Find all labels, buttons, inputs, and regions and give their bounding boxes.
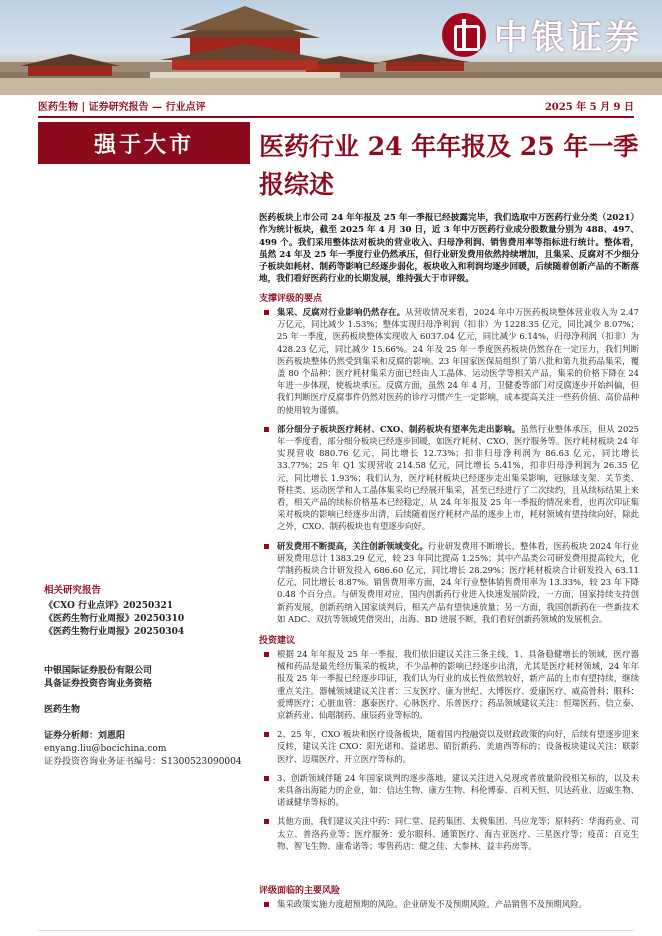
company-qualification: 具备证券投资咨询业务资格 [44,679,153,689]
key-point-item-text: 虽然行业整体承压，但从 2025 年一季度看，部分细分板块已经逐步回暖，如医疗耗材、CXO、医疗服务等。医疗耗材板块 24 年实现营收 880.76 亿元，同比增长 12.73%；扣非归母净利润为 86.63 亿元，同比增长 33.77%；25 年 Q1 实现营收 214.58 亿元，同比增长 5.41%，扣非归母净利润为 26.35 亿元，同比增长 1.93%；我们认为，医疗耗材板块已经逐步走出集采影响，冠脉球支架、关节类、脊柱类、运动医学和人工晶体集采均已经展开集采，甚至已经进行了二次续约，且从续标结果上来看，相关产品的续标价格基本已经稳定，从 24 年年报及 25 年一季报的情况来看，也再次印证集采对板块的影响已经逐步出清，后续随着医疗耗材产品的逐步上市，耗材领域有望持续向好，除此之外，CXO、制药板块也有望逐步向好。 [277,423,639,532]
related-report-link[interactable]: 《医药生物行业周报》20250310 [44,614,185,624]
summary-paragraph: 医药板块上市公司 24 年年报及 25 年一季报已经披露完毕，我们选取中万医药行业分类（2021）作为统计板块，截至 2025 年 4 月 30 日，近 3 年中万医药行业成分股数量分别为 488、497、499 个。我们采用整体法对板块的营业收入、归母净利润、销售费用率等指标进行统计。整体看，虽然 24 年及 25 年一季度行业仍然承压，但行业研发费用依然持续增加，且集采、反腐对不少细分子板块如耗材、制药等影响已经逐步弱化，板块收入和利润均逐步回暖，后续随着创新产品的不断落地，我们看好医药行业的长期发展，维持强大于市评级。 [259,213,639,285]
brand-logo [442,10,642,59]
report-category: 医药生物 | 证券研究报告 — 行业点评 [38,101,206,113]
investment-item [259,772,639,809]
risk-list [259,898,639,917]
header-divider [38,116,634,118]
rating-label: 强于大市 [93,131,194,158]
industry-label: 医药生物 [44,705,81,715]
investment-item-text: 2、25 年，CXO 板块和医疗设备板块，随着国内投融资以及财政政策的向好，后续有望逐步迎来反转，建议关注 CXO：阳光诺和、益诺思、昭衍新药、美迪西等标的；设备板块建议关注：联影医疗、迈瑞医疗、开立医疗等标的。 [277,729,639,764]
footer-divider [38,930,634,931]
investment-item-text: 3、创新领域伴随 24 年国家谈判的逐步落地，建议关注进入兑现或者放量阶段相关标的，以及未来具备出海能力的企业，如：信达生物、康方生物、科伦博泰、百利天恒、贝达药业、迈威生物、诺诚健华等标的。 [277,772,639,808]
company-name: 中银国际证券股份有限公司 [44,666,153,676]
key-point-item-lead: 研发费用不断提高，关注创新领域变化。 [277,540,428,551]
key-point-item [259,306,639,416]
section-risk: 评级面临的主要风险 [259,886,341,896]
section-key-points: 支撑评级的要点 [259,294,323,304]
related-reports-title: 相关研究报告 [44,585,102,596]
investment-item-text: 根据 24 年年报及 25 年一季报，我们依旧建议关注三条主线，1、具备稳健增长的领域，医疗器械和药品是最先经历集采的板块，不少品种的影响已经逐步出清，尤其是医疗耗材领域，24 年年报及 25 年一季报已经逐步印证，我们认为行业的成长性依然较好，新产品的上市有望持续，继续重点关注。器械领域建议关注者：三友医疗、康为世纪、大博医疗、爱康医疗、威高骨科；眼科：爱博医疗；心脏血管：惠泰医疗、心脉医疗、乐普医疗；药品领域建议关注：恒瑞医药、信立泰、京新药业、仙琚制药、康辰药业等标的。 [277,649,639,721]
section-investment: 投资建议 [259,636,296,646]
related-report-link[interactable]: 《医药生物行业周报》20250304 [44,627,185,637]
key-point-item-text: 从营收情况来看，2024 年中万医药板块整体营业收入为 2.47 万亿元，同比减少 1.53%；整体实现归母净利润（扣非）为 1228.35 亿元，同比减少 8.07%；25 年一季度，医药板块整体实现收入 6037.04 亿元，同比减少 6.14%，归母净利润（扣非）为 428.23 亿元，同比减少 15.66%。24 年及 25 年一季度医药板块仍然存在一定压力，我们判断医药板块整体仍然受到集采和反腐的影响。23 年国家医保局组织了第八批和第九批药品集采，覆盖 80 个品种；医疗耗材集采方面已经由人工晶体、运动医学等相关产品，集采的价格下降在 24 年进一步体现，使板块承压。反腐方面，虽然 24 年 4 月，卫健委等部门对反腐逐步开始纠偏，但我们判断医疗反腐事件仍然对医药的诊疗习惯产生一定影响，成本提高关注一些药价值、高价品种的使用较为谨慎。 [277,307,640,415]
boc-logo-icon [442,13,486,57]
key-point-item-lead: 部分细分子板块医疗耗材、CXO、制药板块有望率先走出影响。 [277,423,521,434]
report-header [38,95,662,115]
analyst-email[interactable]: enyang.liu@bocichina.com [44,744,167,754]
analyst-license: 证券投资咨询业务证书编号：S1300523090004 [44,757,242,767]
sidebar [44,584,249,769]
key-point-item [259,423,639,533]
page-title: 医药行业 24 年年报及 25 年一季报综述 [259,132,639,199]
related-report-link[interactable]: 《CXO 行业点评》20250321 [44,601,174,611]
key-point-item-lead: 集采、反腐对行业影响仍然存在。 [277,307,406,317]
analyst-name: 证券分析师：刘恩阳 [44,731,126,741]
investment-list [259,648,639,859]
report-date: 2025 年 5 月 9 日 [544,101,634,113]
investment-item [259,648,639,721]
key-point-item [259,540,639,625]
risk-item-text: 集采政策实施力度超预期的风险。企业研发不及预期风险。产品销售不及预期风险。 [277,899,587,909]
investment-item [259,728,639,765]
header-banner [0,0,662,95]
rating-badge [38,122,250,164]
risk-item [259,898,639,910]
key-point-item-text: 行业研发费用不断增长，整体看，医药板块 2024 年行业研发费用总计 1383.29 亿元，较 23 年同比提高 1.25%；其中产品类公司研发费用提高较大，化学制药板块合计研发投入 686.60 亿元，同比增长 28.29%；医疗耗材板块合计研发投入 63.11 亿元，同比增长 8.87%。销售费用率方面，24 年行业整体销售费用率为 13.33%，较 23 年下降 0.48 个百分点。与研发费用对应，国内创新药行业进入快速发展阶段，一方面，国家持续支持创新药发展，创新药纳入国家谈判后，相关产品有望快速放量；另一方面，我国创新药在一些新技术如 ADC、双抗等领域凭借突出，出海、BD 进展不断，我们看好创新药领域的发展机会。 [277,540,640,624]
investment-item [259,815,639,852]
key-points-list [259,306,639,632]
brand-name: 中银证券 [494,18,642,58]
investment-item-text: 其他方面，我们建议关注中药：同仁堂、昆药集团、太极集团、马应龙等；原料药：华海药业、司太立、普洛药业等；医疗服务：爱尔眼科、通策医疗、海吉亚医疗、三星医疗等；疫苗：百克生物、智飞生物、康希诺等；零售药店：健之佳、大参林、益丰药房等。 [277,816,639,851]
